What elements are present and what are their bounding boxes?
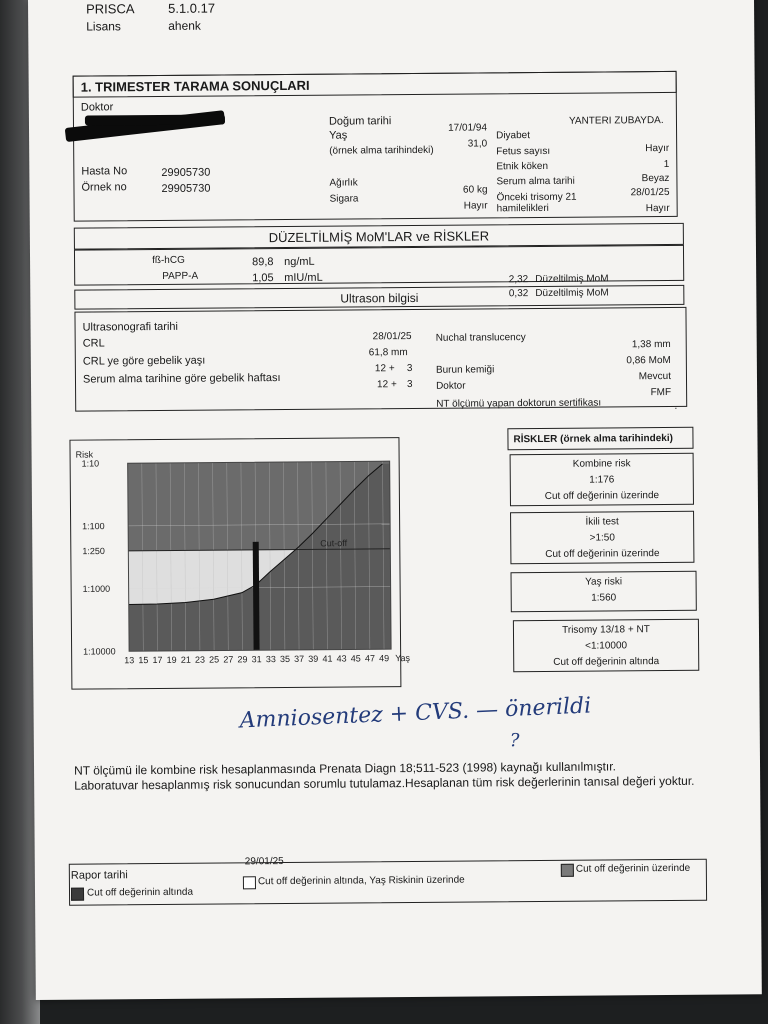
fetus-label: Fetus sayısı: [496, 145, 551, 158]
y-tick-label: 1:10000: [83, 646, 116, 657]
x-tick-label: 45: [350, 653, 361, 664]
x-tick-label: 37: [294, 653, 305, 664]
diabetes-value: Hayır: [645, 142, 670, 155]
weight-label: Ağırlık: [329, 177, 358, 189]
age-risk-box: [511, 571, 697, 612]
us-doctor-value: FMF: [650, 386, 672, 399]
legend-swatch-middle: [243, 876, 256, 889]
prev-trisomy-label: Önceki trisomy 21: [496, 191, 577, 204]
x-tick-label: 17: [152, 654, 163, 666]
y-tick-label: 1:1000: [82, 583, 111, 594]
pappa-value: 1,05: [252, 272, 274, 285]
handwritten-mark: ?: [509, 730, 520, 752]
us-date-value: 28/01/25: [372, 330, 412, 343]
serum-date-label: Serum alma tarihi: [496, 175, 575, 188]
risk-name: Yaş riski: [585, 576, 623, 588]
nt-value: 1,38 mm: [631, 338, 671, 351]
ga-serum-days: 3: [406, 378, 413, 391]
pappa-name: PAPP-A: [162, 270, 199, 282]
double-test-box: [510, 511, 694, 564]
prev-trisomy-value: Hayır: [645, 202, 670, 215]
birth-value: 17/01/94: [448, 122, 488, 134]
hcg-mom: 2,32: [508, 274, 529, 286]
combined-risk-box: [510, 453, 694, 506]
age-label: Yaş: [329, 129, 348, 142]
fetus-value: 1: [663, 158, 670, 171]
hcg-value: 89,8: [252, 256, 274, 269]
y-tick-label: 1:250: [82, 546, 105, 557]
serum-date-value: 28/01/25: [630, 186, 670, 199]
risk-note: Cut off değerinin üzerinde: [545, 548, 660, 560]
redaction-mark: [85, 114, 225, 125]
license-value: ahenk: [168, 18, 201, 33]
x-tick-label: 25: [209, 654, 220, 665]
age-note: (örnek alma tarihindeki): [329, 144, 434, 157]
crl-value: 61,8 mm: [368, 347, 408, 359]
nasal-value: Mevcut: [638, 370, 672, 383]
nasal-label: Burun kemiği: [435, 364, 495, 376]
sample-no-label: Örnek no: [81, 181, 127, 194]
risk-value: >1:50: [589, 532, 615, 544]
handwritten-note: Amniosentez + CVS. — önerildi: [239, 693, 592, 734]
legend-above: Cut off değerinin üzerinde: [575, 862, 691, 875]
x-tick-label: 27: [223, 654, 234, 665]
hospital-name: YANTERI ZUBAYDA.: [568, 115, 664, 127]
pappa-mom: 0,32: [508, 288, 529, 300]
ga-crl-value: 12 +: [374, 363, 395, 375]
risk-name: İkili test: [585, 516, 619, 528]
software-version: 5.1.0.17: [168, 0, 216, 16]
x-tick-label: 23: [194, 654, 206, 665]
nt-label: Nuchal translucency: [435, 332, 526, 344]
report-date-label: Rapor tarihi: [70, 869, 128, 882]
nt-mom: 0,86 MoM: [626, 354, 671, 367]
risk-value: 1:560: [591, 592, 617, 604]
ga-crl-days: 3: [406, 362, 413, 375]
weight-value: 60 kg: [462, 184, 488, 196]
risks-title: RİSKLER (örnek alma tarihindeki): [513, 432, 673, 446]
x-tick-label: 15: [138, 655, 149, 666]
x-tick-label: 31: [251, 654, 262, 665]
x-tick-label: 49: [379, 653, 390, 664]
x-tick-label: 39: [308, 653, 319, 664]
x-axis-label: Yaş: [395, 653, 411, 664]
ultrasound-title: Ultrason bilgisi: [340, 290, 419, 306]
patient-age-marker: [253, 542, 260, 650]
hcg-name: fß-hCG: [152, 254, 185, 267]
legend-below: Cut off değerinin altında: [86, 886, 194, 899]
x-tick-label: 29: [237, 654, 248, 665]
cert-label: NT ölçümü yapan doktorun sertifikası: [436, 397, 602, 410]
x-tick-label: 47: [364, 653, 375, 664]
y-tick-label: 1:10: [81, 458, 100, 469]
footnote-line-2: Laboratuvar hesaplanmış risk sonucundan sorumlu tutulamaz.Hesaplanan tüm risk değerlerinin tanısal değeri yoktur.: [74, 773, 695, 793]
ga-serum-label: Serum alma tarihine göre gebelik haftası: [82, 372, 281, 386]
risk-name: Trisomy 13/18 + NT: [562, 624, 650, 636]
ethnic-value: Beyaz: [641, 172, 670, 185]
report-title: 1. TRIMESTER TARAMA SONUÇLARI: [80, 77, 310, 95]
cert-value: .: [674, 400, 678, 412]
y-axis-label: Risk: [75, 449, 94, 460]
pappa-mom-label: Düzeltilmiş MoM: [535, 287, 609, 300]
legend-swatch-above: [561, 864, 574, 877]
hcg-mom-label: Düzeltilmiş MoM: [535, 273, 609, 286]
y-tick-label: 1:100: [82, 521, 105, 532]
report-page: [28, 0, 762, 1000]
risk-note: Cut off değerinin üzerinde: [544, 490, 660, 502]
risk-chart: [69, 437, 411, 690]
age-value: 31,0: [467, 138, 488, 150]
report-date-value: 29/01/25: [244, 856, 284, 868]
ga-crl-label: CRL ye göre gebelik yaşı: [82, 354, 206, 368]
hcg-unit: ng/mL: [284, 255, 315, 268]
risk-note: Cut off değerinin altında: [553, 656, 660, 668]
x-tick-label: 43: [336, 653, 347, 664]
diabetes-label: Diyabet: [496, 130, 531, 142]
crl-label: CRL: [82, 337, 105, 350]
risk-value: 1:176: [589, 474, 615, 486]
legend-middle: Cut off değerinin altında, Yaş Riskinin üzerinde: [257, 874, 465, 888]
mom-title: DÜZELTİLMİŞ MoM'LAR ve RİSKLER: [268, 228, 490, 246]
us-doctor-label: Doktor: [436, 380, 466, 392]
prev-trisomy-label-2: hamilelikleri: [496, 202, 549, 215]
patient-no-value: 29905730: [161, 166, 211, 179]
risk-value: <1:10000: [585, 640, 628, 652]
license-label: Lisans: [86, 19, 121, 34]
patient-no-label: Hasta No: [81, 165, 128, 178]
us-date-label: Ultrasonografi tarihi: [82, 320, 178, 334]
software-name: PRISCA: [86, 1, 135, 17]
x-tick-label: 13: [124, 655, 135, 666]
sample-no-value: 29905730: [161, 182, 211, 195]
x-tick-label: 21: [180, 654, 191, 665]
x-tick-label: 33: [265, 654, 276, 665]
x-tick-label: 35: [279, 653, 291, 665]
trisomy-13-18-box: [513, 619, 699, 672]
smoking-label: Sigara: [329, 193, 359, 205]
smoking-value: Hayır: [463, 200, 488, 212]
x-tick-label: 41: [322, 653, 333, 664]
ga-serum-value: 12 +: [376, 379, 397, 391]
cutoff-label: Cut-off: [320, 538, 348, 549]
x-tick-label: 19: [166, 654, 177, 665]
ethnic-label: Etnik köken: [496, 160, 549, 173]
doctor-label: Doktor: [80, 101, 114, 114]
footnote-line-1: NT ölçümü ile kombine risk hesaplanmasında Prenata Diagn 18;511-523 (1998) kaynağı kullanılmıştır.: [73, 759, 616, 778]
pappa-unit: mIU/mL: [284, 271, 323, 284]
risk-name: Kombine risk: [572, 458, 631, 470]
birth-label: Doğum tarihi: [328, 115, 392, 128]
legend-swatch-below: [71, 888, 84, 901]
